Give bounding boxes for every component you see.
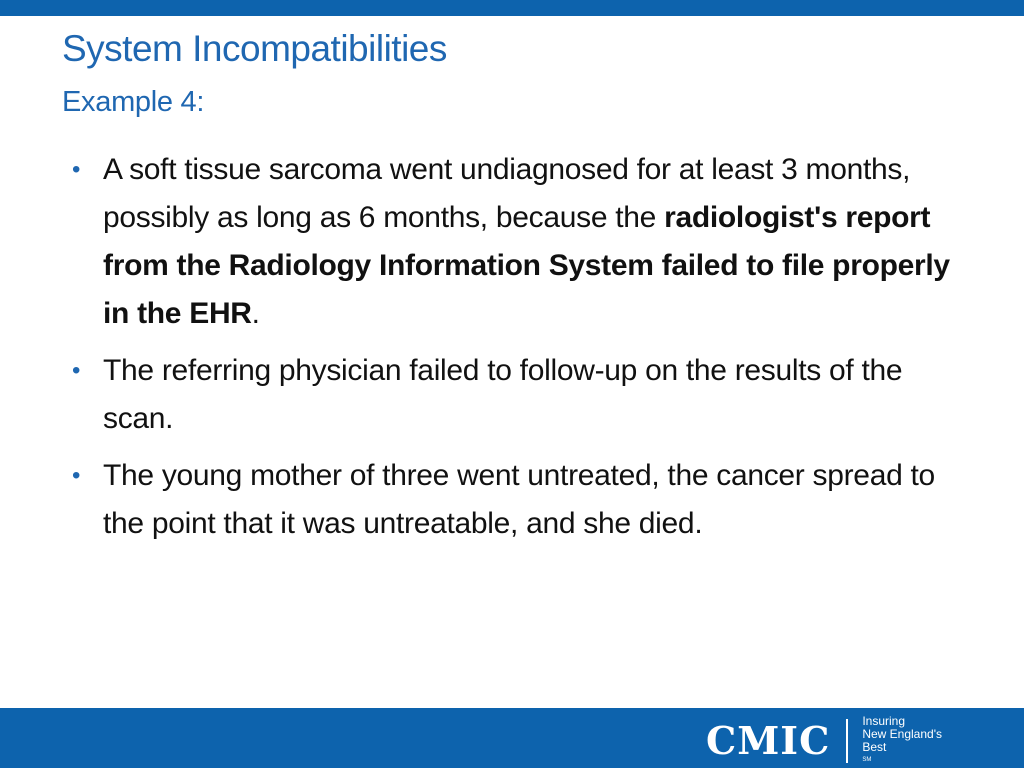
bullet-text xyxy=(103,459,935,540)
bullet-icon: • xyxy=(72,357,81,384)
bullet-item xyxy=(72,146,972,338)
logo-wordmark: CMIC xyxy=(706,718,831,763)
cmic-logo xyxy=(706,714,942,764)
bullet-text-segment: The young mother of three went untreated, the cancer spread to the point that it was untreatable, and she died. xyxy=(103,459,935,540)
tagline-best: Best xyxy=(862,740,887,754)
bullet-text-segment-bold: radiologist's report from the Radiology Information System failed to file properly in the EHR xyxy=(103,201,950,330)
logo-divider xyxy=(846,719,848,763)
service-mark: SM xyxy=(862,757,872,763)
bullet-item xyxy=(72,347,972,443)
bullet-item xyxy=(72,452,972,548)
slide-title: System Incompatibilities xyxy=(62,28,447,69)
bullet-icon: • xyxy=(72,462,81,489)
bullet-text xyxy=(103,153,950,330)
tagline-line: New England's xyxy=(862,727,942,741)
bullet-icon: • xyxy=(72,156,81,183)
bullet-text xyxy=(103,354,902,435)
bullet-text-segment: The referring physician failed to follow-up on the results of the scan. xyxy=(103,354,903,435)
bullet-text-segment: . xyxy=(251,297,260,330)
bullet-text-segment: A soft tissue sarcoma went undiagnosed for at least 3 months, possibly as long as 6 months, because the xyxy=(103,153,911,234)
tagline-line: Insuring xyxy=(862,714,906,728)
slide-subtitle: Example 4: xyxy=(62,86,205,118)
top-accent-bar xyxy=(0,0,1024,16)
bullet-list xyxy=(72,146,972,557)
logo-tagline xyxy=(862,715,942,767)
tagline-line xyxy=(862,741,942,767)
